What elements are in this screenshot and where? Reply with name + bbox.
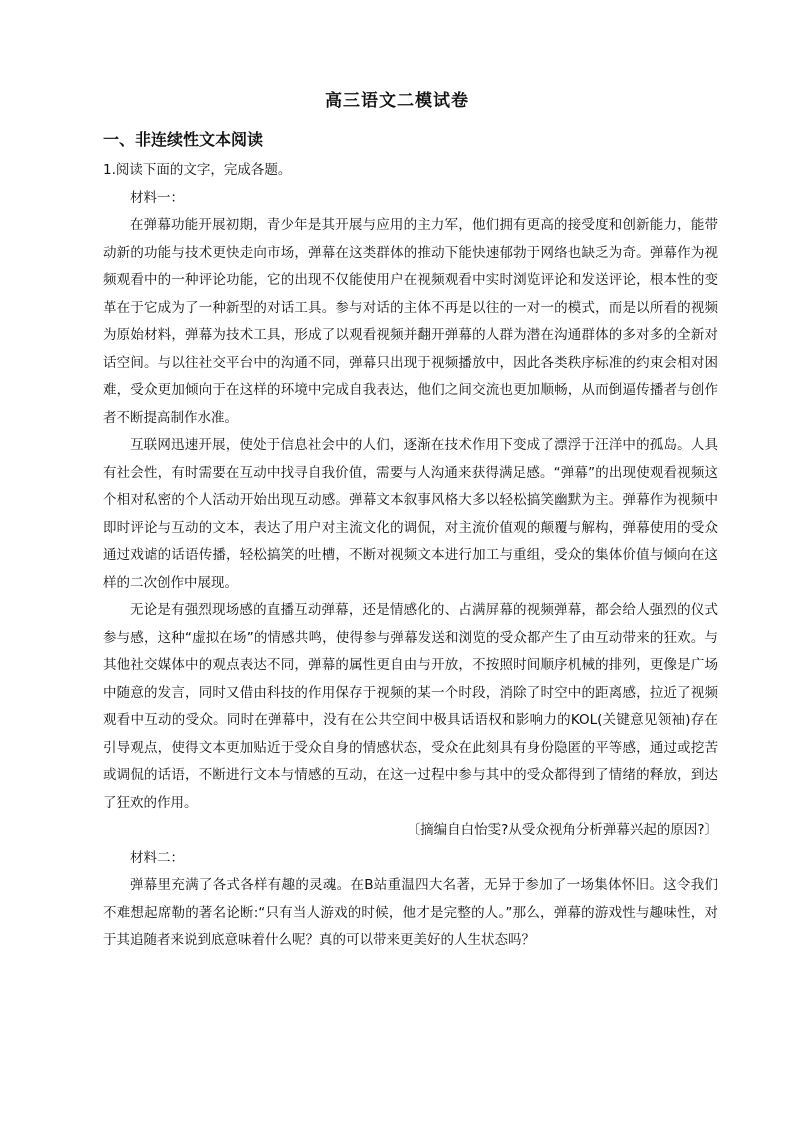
question-intro: 1.阅读下面的文字，完成各题。	[103, 162, 292, 178]
material-one-label: 材料一：	[130, 189, 184, 206]
paragraph-4: 弹幕里充满了各式各样有趣的灵魂。在B站重温四大名著，无异于参加了一场集体怀旧。这令我们不难想起席勒的著名论断:“只有当人游戏的时候，他才是完整的人。”那么，弹幕的游戏性与趣味性，对于其追随者来说到底意味着什么呢？真的可以带来更美好的人生状态吗？	[103, 877, 718, 948]
citation: 〔摘编自白怡雯?从受众视角分析弹幕兴起的原因?〕	[406, 822, 718, 838]
paragraph-2: 互联网迅速开展，使处于信息社会中的人们，逐渐在技术作用下变成了漂浮于汪洋中的孤岛。人具有社会性，有时需要在互动中找寻自我价值，需要与人沟通来获得满足感。“弹幕”的出现使观看视频这个相对私密的个人活动开始出现互动感。弹幕文本叙事风格大多以轻松搞笑幽默为主。弹幕作为视频中即时评论与互动的文本，表达了用户对主流文化的调侃，对主流价值观的颠覆与解构，弹幕使用的受众通过戏谑的话语传播，轻松搞笑的吐槽，不断对视频文本进行加工与重组，受众的集体价值与倾向在这样的二次创作中展现。	[103, 437, 718, 591]
section-heading: 一、非连续性文本阅读	[103, 130, 264, 149]
material-two-label: 材料二：	[130, 849, 184, 866]
document-title: 高三语文二模试卷	[325, 91, 469, 111]
paragraph-3: 无论是有强烈现场感的直播互动弹幕，还是情感化的、占满屏幕的视频弹幕，都会给人强烈的仪式参与感，这种“虚拟在场”的情感共鸣，使得参与弹幕发送和浏览的受众都产生了由互动带来的狂欢。与其他社交媒体中的观点表达不同，弹幕的属性更自由与开放，不按照时间顺序机械的排列，更像是广场中随意的发言，同时又借由科技的作用保存于视频的某一个时段，消除了时空中的距离感，拉近了视频观看中互动的受众。同时在弹幕中，没有在公共空间中极具话语权和影响力的KOL(关键意见领袖)存在引导观点，使得文本更加贴近于受众自身的情感状态，受众在此刻具有身份隐匿的平等感，通过或挖苦或调侃的话语，不断进行文本与情感的互动，在这一过程中参与其中的受众都得到了情绪的释放，到达了狂欢的作用。	[103, 602, 718, 811]
document-body	[103, 157, 718, 955]
paragraph-1: 在弹幕功能开展初期，青少年是其开展与应用的主力军，他们拥有更高的接受度和创新能力，能带动新的功能与技术更快走向市场，弹幕在这类群体的推动下能快速郁勃于网络也缺乏为奇。弹幕作为视频观看中的一种评论功能，它的出现不仅能使用户在视频观看中实时浏览评论和发送评论，根本性的变革在于它成为了一种新型的对话工具。参与对话的主体不再是以往的一对一的模式，而是以所看的视频为原始材料，弹幕为技术工具，形成了以观看视频并翻开弹幕的人群为潜在沟通群体的多对多的全新对话空间。与以往社交平台中的沟通不同，弹幕只出现于视频播放中，因此各类秩序标准的约束会相对困难，受众更加倾向于在这样的环境中完成自我表达，他们之间交流也更加顺畅，从而倒逼传播者与创作者不断提高制作水准。	[103, 217, 718, 426]
